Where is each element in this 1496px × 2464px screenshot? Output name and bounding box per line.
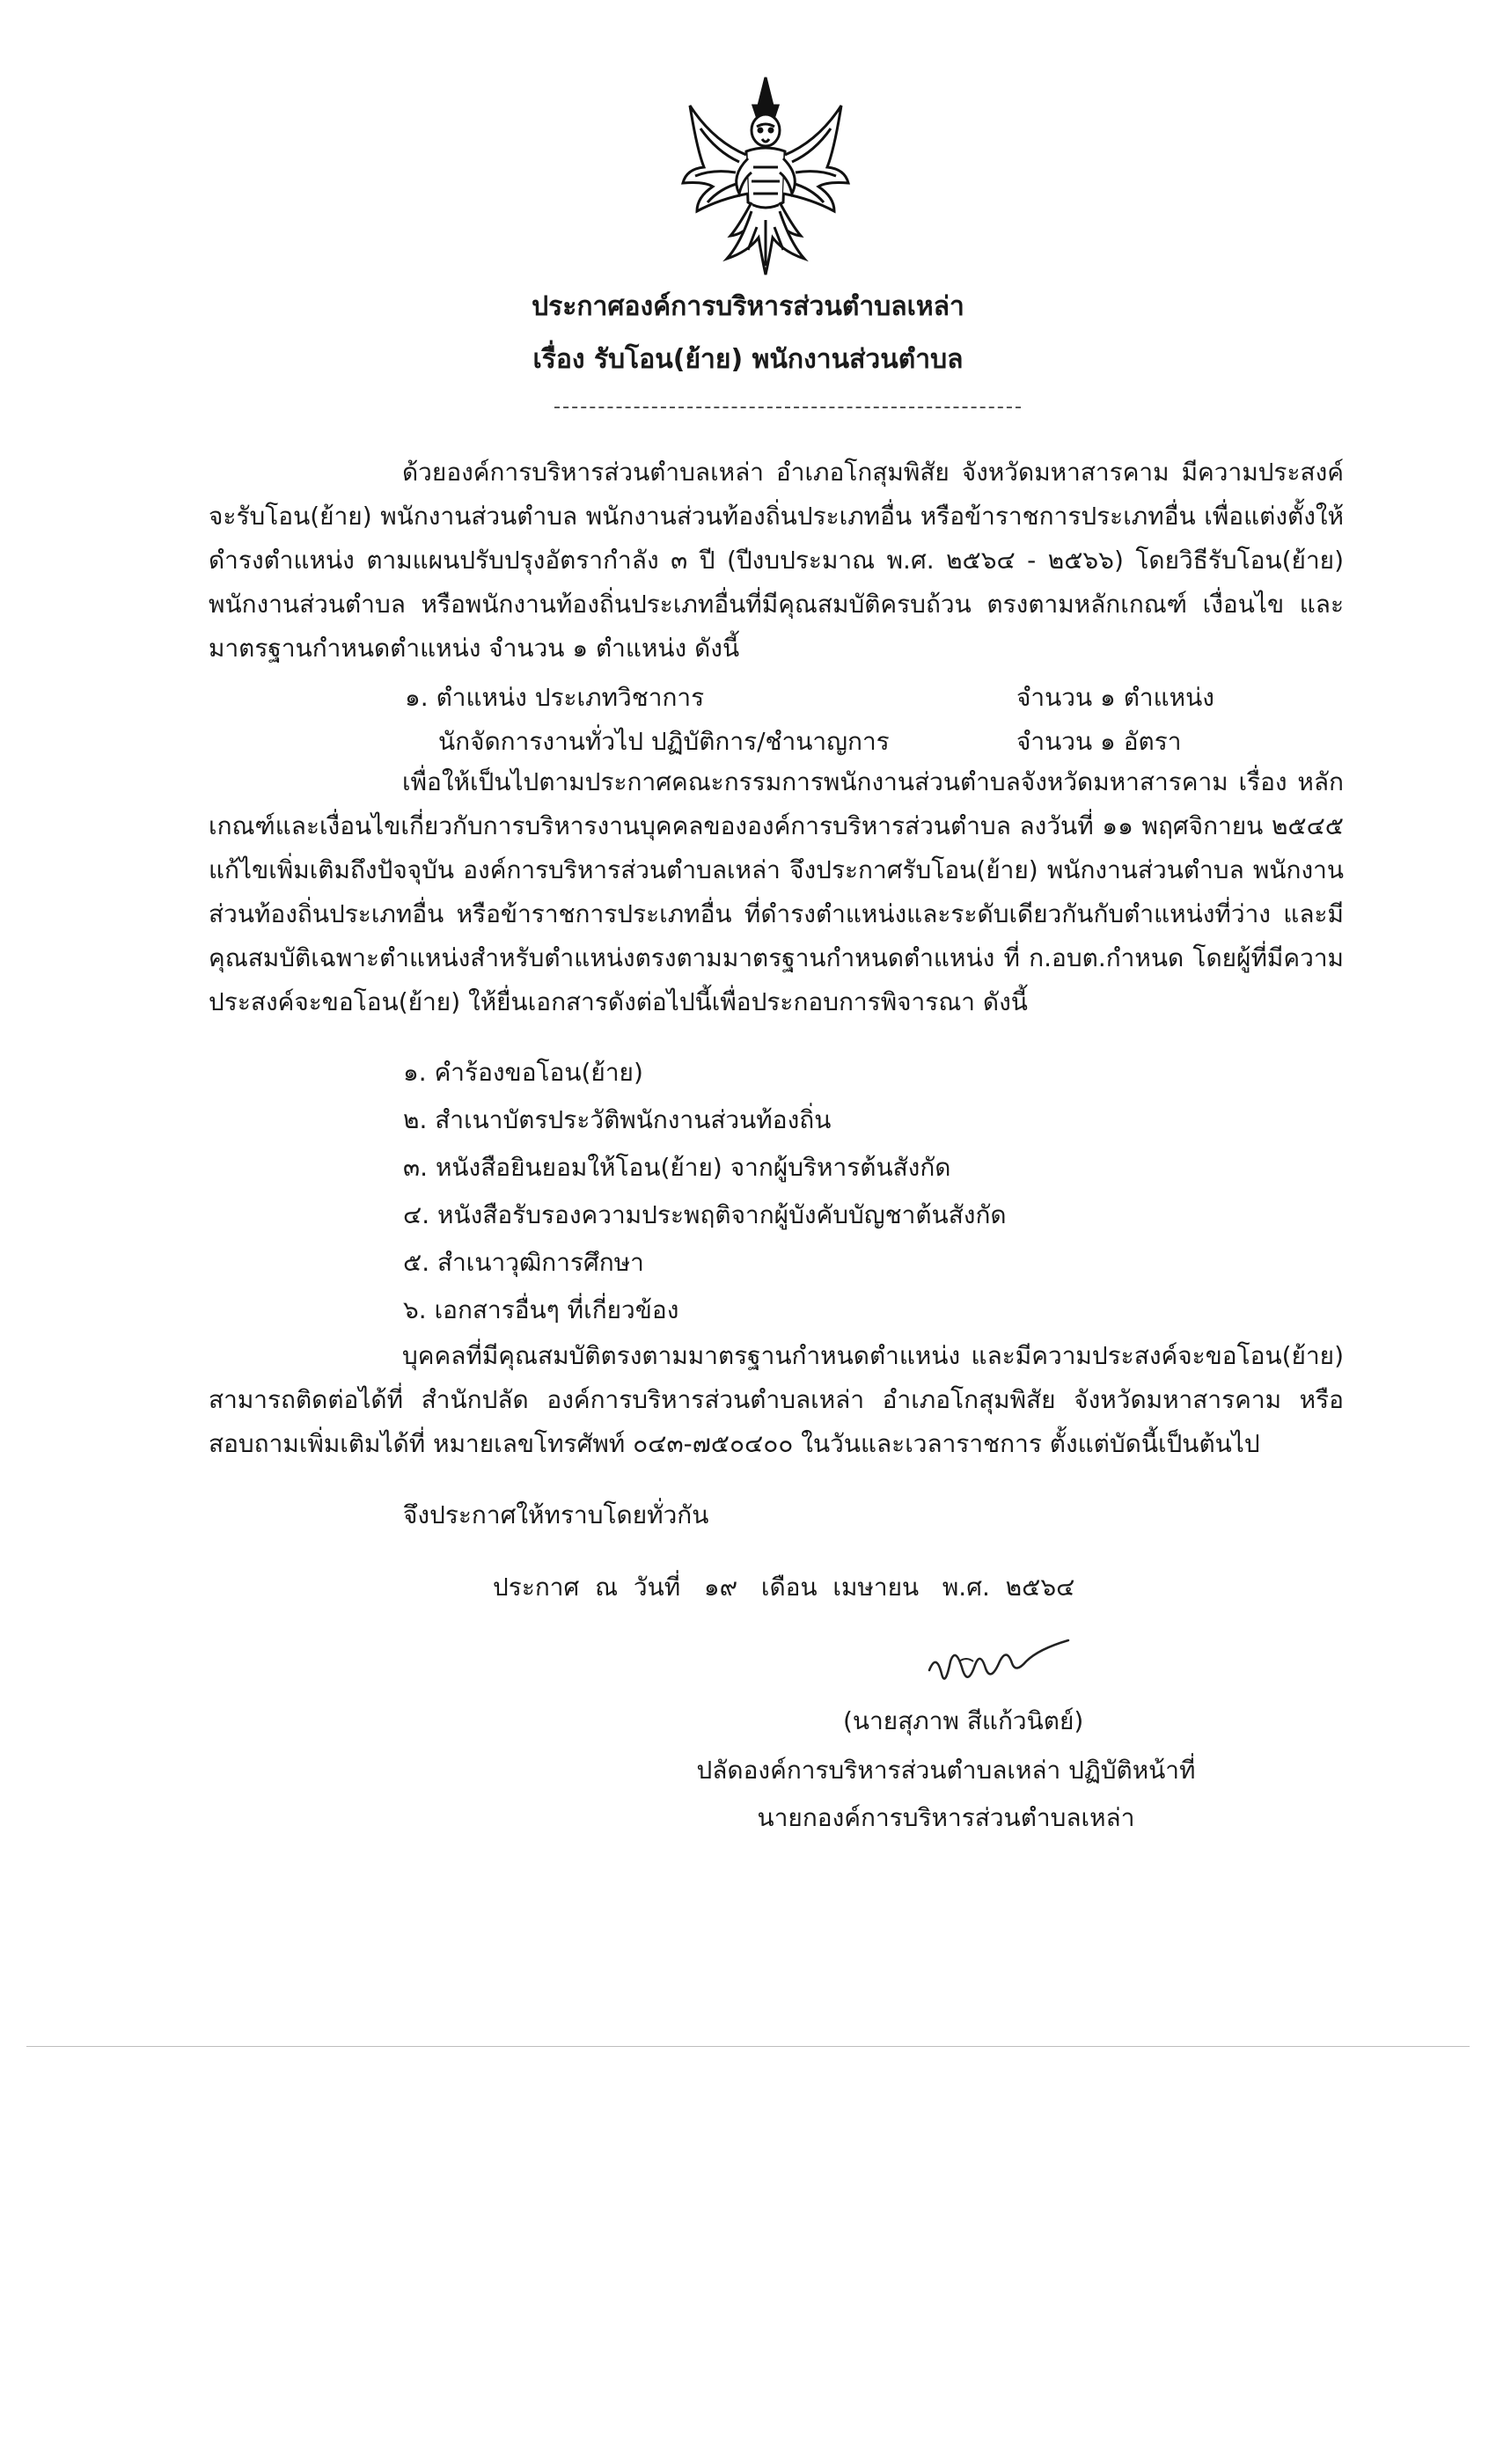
intro-paragraph <box>209 451 1344 671</box>
garuda-emblem <box>678 70 854 282</box>
signer-acting-title: นายกองค์การบริหารส่วนตำบลเหล่า <box>757 1803 1135 1832</box>
title-divider <box>554 407 1021 408</box>
signer-title: ปลัดองค์การบริหารส่วนตำบลเหล่า ปฏิบัติหน้าที่ <box>696 1756 1196 1785</box>
intro-paragraph-text: ด้วยองค์การบริหารส่วนตำบลเหล่า อำเภอโกสุมพิสัย จังหวัดมหาสารคาม มีความประสงค์จะรับโอน(ย้าย) พนักงานส่วนตำบล พนักงานส่วนท้องถิ่นประเภทอื่น หรือข้าราชการประเภทอื่น เพื่อแต่งตั้งให้ดำรงตำแหน่ง ตามแผนปรับปรุงอัตรากำลัง ๓ ปี (ปีงบประมาณ พ.ศ. ๒๕๖๔ - ๒๕๖๖) โดยวิธีรับโอน(ย้าย) พนักงานส่วนตำบล หรือพนักงานท้องถิ่นประเภทอื่นที่มีคุณสมบัติครบถ้วน ตรงตามหลักเกณฑ์ เงื่อนไข และมาตรฐานกำหนดตำแหน่ง จำนวน ๑ ตำแหน่ง ดังนี้ <box>209 458 1344 663</box>
list-item: ๔. หนังสือรับรองความประพฤติจากผู้บังคับบัญชาต้นสังกัด <box>403 1200 1007 1229</box>
required-documents-list <box>403 1049 1007 1334</box>
position-count: จำนวน ๑ อัตรา <box>1016 727 1182 756</box>
criteria-paragraph <box>209 760 1344 1024</box>
page-bottom-divider <box>26 2046 1470 2047</box>
announcement-date: ประกาศ ณ วันที่ ๑๙ เดือน เมษายน พ.ศ. ๒๕๖๔ <box>493 1573 1075 1602</box>
position-count: จำนวน ๑ ตำแหน่ง <box>1016 683 1214 712</box>
criteria-paragraph-text: เพื่อให้เป็นไปตามประกาศคณะกรรมการพนักงานส่วนตำบลจังหวัดมหาสารคาม เรื่อง หลักเกณฑ์และเงื่อนไขเกี่ยวกับการบริหารงานบุคคลขององค์การบริหารส่วนตำบล ลงวันที่ ๑๑ พฤศจิกายน ๒๕๔๕ แก้ไขเพิ่มเติมถึงปัจจุบัน องค์การบริหารส่วนตำบลเหล่า จึงประกาศรับโอน(ย้าย) พนักงานส่วนตำบล พนักงานส่วนท้องถิ่นประเภทอื่น หรือข้าราชการประเภทอื่น ที่ดำรงตำแหน่งและระดับเดียวกันกับตำแหน่งที่ว่าง และมีคุณสมบัติเฉพาะตำแหน่งสำหรับตำแหน่งตรงตามมาตรฐานกำหนดตำแหน่ง ที่ ก.อบต.กำหนด โดยผู้ที่มีความประสงค์จะขอโอน(ย้าย) ให้ยื่นเอกสารดังต่อไปนี้เพื่อประกอบการพิจารณา ดังนี้ <box>209 767 1344 1016</box>
contact-paragraph-text: บุคคลที่มีคุณสมบัติตรงตามมาตรฐานกำหนดตำแหน่ง และมีความประสงค์จะขอโอน(ย้าย) สามารถติดต่อได้ที่ สำนักปลัด องค์การบริหารส่วนตำบลเหล่า อำเภอโกสุมพิสัย จังหวัดมหาสารคาม หรือสอบถามเพิ่มเติมได้ที่ หมายเลขโทรศัพท์ ๐๔๓-๗๕๐๔๐๐ ในวันและเวลาราชการ ตั้งแต่บัดนี้เป็นต้นไป <box>209 1341 1344 1458</box>
contact-paragraph <box>209 1334 1344 1466</box>
position-label: ๑. ตำแหน่ง ประเภทวิชาการ <box>405 683 705 712</box>
announcement-subject: เรื่อง รับโอน(ย้าย) พนักงานส่วนตำบล <box>532 344 964 375</box>
position-label: นักจัดการงานทั่วไป ปฏิบัติการ/ชำนาญการ <box>438 727 890 756</box>
list-item: ๖. เอกสารอื่นๆ ที่เกี่ยวข้อง <box>403 1295 679 1324</box>
list-item: ๕. สำเนาวุฒิการศึกษา <box>403 1248 644 1277</box>
handwritten-signature <box>924 1635 1074 1698</box>
signer-name: (นายสุภาพ สีแก้วนิตย์) <box>843 1706 1084 1735</box>
list-item: ๑. คำร้องขอโอน(ย้าย) <box>403 1058 643 1087</box>
signature-icon <box>924 1635 1074 1698</box>
closing-statement: จึงประกาศให้ทราบโดยทั่วกัน <box>403 1500 709 1529</box>
list-item: ๒. สำเนาบัตรประวัติพนักงานส่วนท้องถิ่น <box>403 1105 832 1134</box>
list-item: ๓. หนังสือยินยอมให้โอน(ย้าย) จากผู้บริหารต้นสังกัด <box>403 1153 951 1182</box>
announcement-title: ประกาศองค์การบริหารส่วนตำบลเหล่า <box>532 291 964 322</box>
garuda-emblem-icon <box>678 70 854 282</box>
